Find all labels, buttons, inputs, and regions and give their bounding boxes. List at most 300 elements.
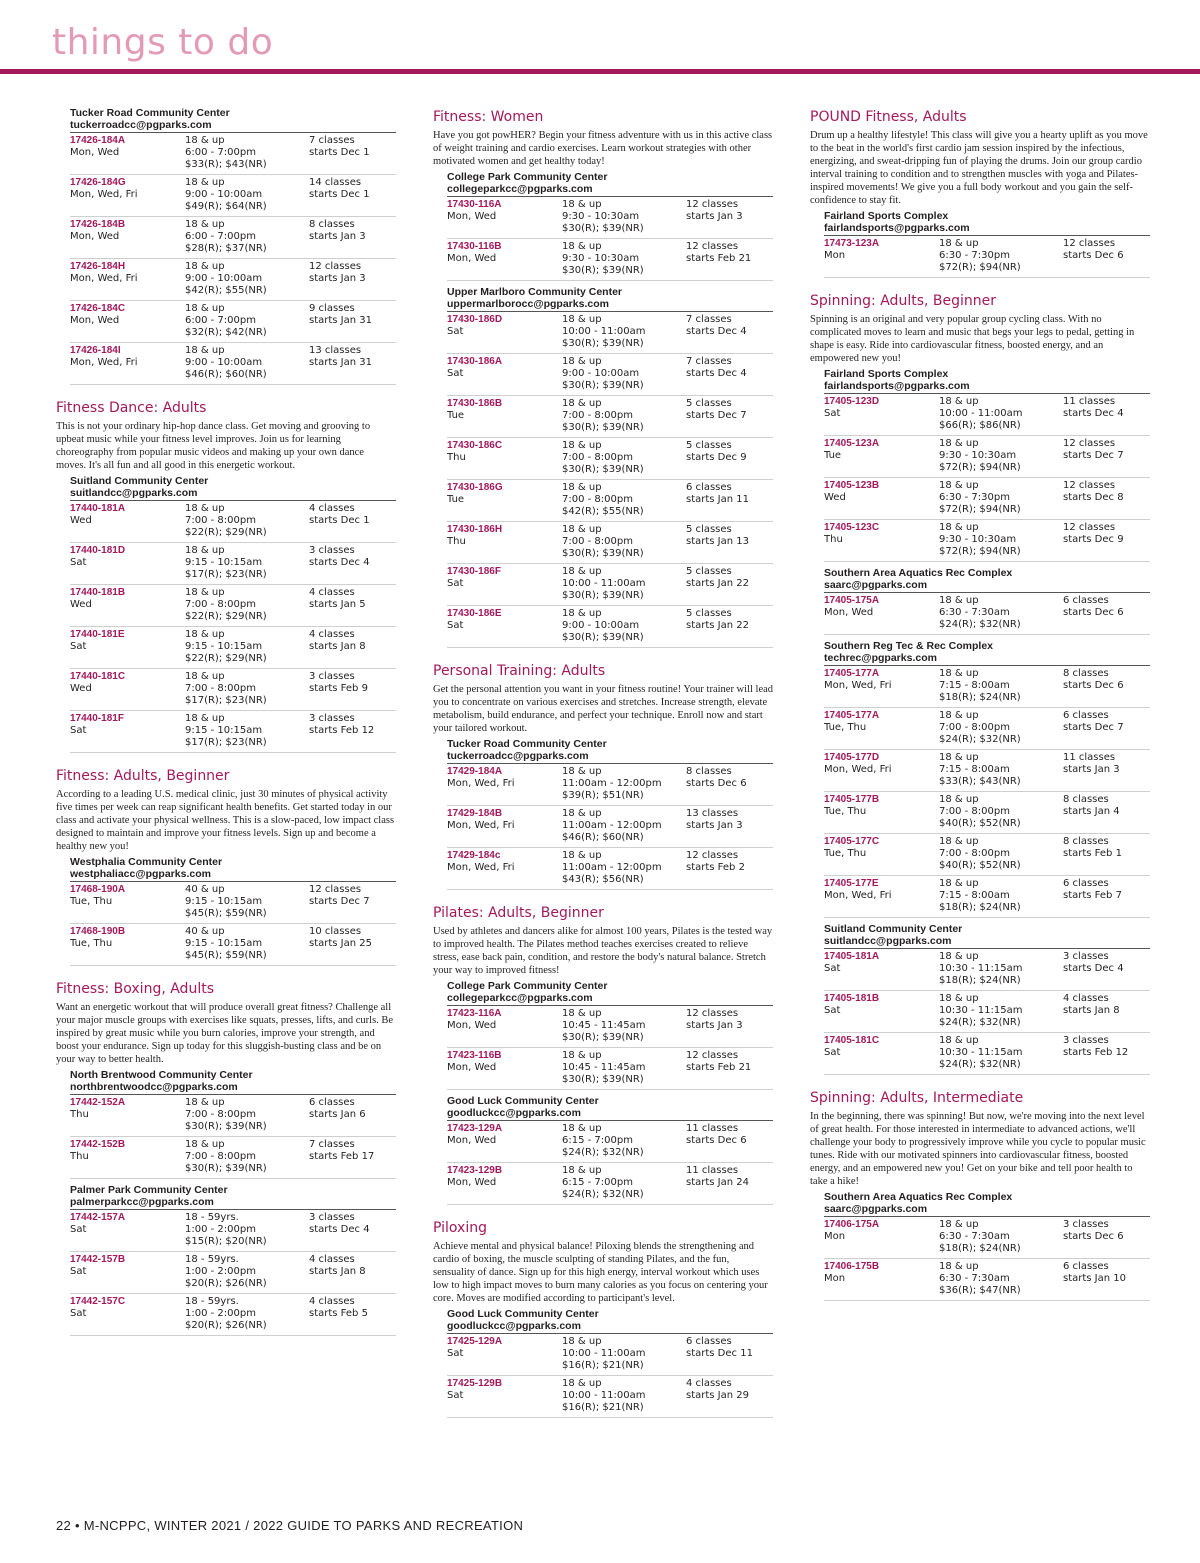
- location-email: saarc@pgparks.com: [824, 580, 1150, 594]
- class-row: [447, 764, 773, 806]
- count-start-cell: [309, 303, 396, 339]
- location-email: collegeparkcc@pgparks.com: [447, 184, 773, 198]
- code-days-cell: [447, 524, 562, 560]
- meeting-days: Tue, Thu: [824, 848, 867, 859]
- class-row: [70, 301, 396, 343]
- location-name: Suitland Community Center: [824, 923, 963, 935]
- course-code: 17405-177E: [824, 878, 879, 889]
- count-start-cell: [1063, 878, 1150, 914]
- class-fee: $30(R); $39(NR): [562, 1032, 644, 1043]
- age-time-fee-cell: [562, 356, 686, 392]
- start-date: starts Jan 11: [686, 494, 749, 505]
- class-row: [447, 522, 773, 564]
- start-date: starts Jan 31: [309, 357, 372, 368]
- code-days-cell: [824, 668, 939, 704]
- class-count: 7 classes: [309, 135, 355, 146]
- class-count: 3 classes: [1063, 1219, 1109, 1230]
- class-row: [824, 991, 1150, 1033]
- class-fee: $24(R); $32(NR): [939, 1017, 1021, 1028]
- start-date: starts Dec 6: [1063, 607, 1124, 618]
- course-code: 17430-186G: [447, 482, 503, 493]
- class-count: 7 classes: [309, 1139, 355, 1150]
- code-days-cell: [70, 884, 185, 920]
- class-count: 4 classes: [309, 1296, 355, 1307]
- age-range: 18 - 59yrs.: [185, 1212, 239, 1223]
- code-days-cell: [70, 545, 185, 581]
- code-days-cell: [70, 671, 185, 707]
- age-range: 18 & up: [185, 1139, 225, 1150]
- course-code: 17430-186A: [447, 356, 503, 367]
- class-count: 12 classes: [686, 1008, 739, 1019]
- start-date: starts Dec 1: [309, 189, 370, 200]
- class-row: [824, 478, 1150, 520]
- class-time: 9:00 - 10:00am: [562, 620, 640, 631]
- code-days-cell: [824, 1261, 939, 1297]
- location-name: Westphalia Community Center: [70, 856, 223, 868]
- age-time-fee-cell: [939, 522, 1063, 558]
- class-row: [824, 520, 1150, 562]
- count-start-cell: [686, 1123, 773, 1159]
- section-description: This is not your ordinary hip-hop dance class. Get moving and grooving to upbeat music while your fitness level improves. Join us for learning choreography from popular music videos and making up your own dance moves. It's all fun and all good in this energetic workout.: [56, 421, 371, 471]
- course-code: 17426-184H: [70, 261, 126, 272]
- start-date: starts Dec 9: [1063, 534, 1124, 545]
- meeting-days: Thu: [447, 536, 466, 547]
- meeting-days: Mon, Wed, Fri: [824, 764, 892, 775]
- class-row: [824, 436, 1150, 478]
- column-2: [433, 108, 773, 1432]
- course-code: 17426-184G: [70, 177, 126, 188]
- age-range: 18 & up: [939, 595, 979, 606]
- age-time-fee-cell: [185, 177, 309, 213]
- class-time: 10:45 - 11:45am: [562, 1020, 646, 1031]
- class-row: [70, 259, 396, 301]
- code-days-cell: [70, 345, 185, 381]
- class-fee: $45(R); $59(NR): [185, 950, 267, 961]
- class-count: 3 classes: [1063, 951, 1109, 962]
- class-count: 12 classes: [309, 261, 362, 272]
- class-time: 6:15 - 7:00pm: [562, 1135, 633, 1146]
- section-description: In the beginning, there was spinning! But now, we're moving into the next level of great health. For those interested in intermediate to advanced actions, we'll challenge your body to progressively improve while you cycle to popular music tunes. Ride with our motivated spinners into cardiovascular fitness, boosted energy, and an empowered new you! Get on your bike and tell poor health to take a hike!: [810, 1111, 1146, 1187]
- class-fee: $17(R); $23(NR): [185, 737, 267, 748]
- count-start-cell: [1063, 438, 1150, 474]
- meeting-days: Mon, Wed: [447, 1177, 497, 1188]
- count-start-cell: [309, 261, 396, 297]
- class-fee: $72(R); $94(NR): [939, 262, 1021, 273]
- class-count: 11 classes: [1063, 752, 1116, 763]
- page-footer: 22 • M-NCPPC, WINTER 2021 / 2022 GUIDE TO PARKS AND RECREATION: [56, 1518, 524, 1533]
- class-fee: $24(R); $32(NR): [939, 619, 1021, 630]
- count-start-cell: [686, 1165, 773, 1201]
- meeting-days: Mon, Wed: [70, 231, 120, 242]
- location-name: College Park Community Center: [447, 980, 608, 992]
- age-range: 40 & up: [185, 926, 225, 937]
- age-range: 18 & up: [185, 345, 225, 356]
- class-count: 7 classes: [686, 314, 732, 325]
- section-title: Fitness: Women: [433, 109, 544, 125]
- age-range: 18 & up: [562, 356, 602, 367]
- class-fee: $17(R); $23(NR): [185, 695, 267, 706]
- code-days-cell: [824, 836, 939, 872]
- start-date: starts Dec 8: [1063, 492, 1124, 503]
- age-range: 18 & up: [562, 440, 602, 451]
- age-range: 18 & up: [939, 752, 979, 763]
- age-range: 18 & up: [562, 1165, 602, 1176]
- meeting-days: Sat: [824, 1047, 841, 1058]
- section-description: Spinning is an original and very popular group cycling class. With no complicated moves to learn and music that begs your legs to pedal, getting in shape is easy. Ride into cardiovascular fitness, boosted energy, and an empowered new you!: [810, 314, 1135, 364]
- start-date: starts Jan 3: [1063, 764, 1120, 775]
- meeting-days: Tue, Thu: [824, 722, 867, 733]
- count-start-cell: [1063, 668, 1150, 704]
- class-time: 10:00 - 11:00am: [562, 1348, 646, 1359]
- class-row: [824, 792, 1150, 834]
- class-count: 8 classes: [1063, 794, 1109, 805]
- class-count: 5 classes: [686, 608, 732, 619]
- location-block: [824, 568, 1150, 635]
- count-start-cell: [1063, 752, 1150, 788]
- class-row: [447, 1048, 773, 1090]
- class-time: 7:15 - 8:00am: [939, 680, 1010, 691]
- section-title: Piloxing: [433, 1220, 487, 1236]
- meeting-days: Wed: [70, 683, 92, 694]
- meeting-days: Mon, Wed, Fri: [70, 189, 138, 200]
- start-date: starts Jan 29: [686, 1390, 749, 1401]
- meeting-days: Mon, Wed, Fri: [824, 680, 892, 691]
- class-fee: $24(R); $32(NR): [562, 1189, 644, 1200]
- start-date: starts Jan 5: [309, 599, 366, 610]
- course-code: 17430-186B: [447, 398, 503, 409]
- code-days-cell: [447, 808, 562, 844]
- meeting-days: Tue, Thu: [70, 896, 113, 907]
- start-date: starts Jan 3: [686, 1020, 743, 1031]
- start-date: starts Dec 7: [686, 410, 747, 421]
- age-time-fee-cell: [562, 199, 686, 235]
- start-date: starts Jan 4: [1063, 806, 1120, 817]
- course-code: 17405-181C: [824, 1035, 880, 1046]
- count-start-cell: [309, 587, 396, 623]
- class-fee: $42(R); $55(NR): [562, 506, 644, 517]
- meeting-days: Mon, Wed: [824, 607, 874, 618]
- code-days-cell: [824, 595, 939, 631]
- age-range: 18 & up: [939, 710, 979, 721]
- course-code: 17429-184B: [447, 808, 503, 819]
- age-range: 18 & up: [562, 241, 602, 252]
- location-email: northbrentwoodcc@pgparks.com: [70, 1082, 396, 1096]
- class-row: [447, 312, 773, 354]
- code-days-cell: [70, 587, 185, 623]
- class-row: [447, 1334, 773, 1376]
- count-start-cell: [686, 566, 773, 602]
- age-time-fee-cell: [562, 1336, 686, 1372]
- location-name: Palmer Park Community Center: [70, 1184, 228, 1196]
- age-range: 18 & up: [562, 766, 602, 777]
- class-time: 9:30 - 10:30am: [562, 211, 640, 222]
- section-description: Achieve mental and physical balance! Piloxing blends the strengthening and cardio of boxing, the muscle sculpting of standing Pilates, and the fun, sensuality of dance. Sign up for this high energy, interval workout which uses low to high impact moves to burn many calories as you focus on centering your core. Moves are modified according to participant's level.: [433, 1241, 768, 1304]
- age-range: 18 & up: [939, 1035, 979, 1046]
- program-section: [56, 108, 396, 385]
- class-fee: $30(R); $39(NR): [562, 590, 644, 601]
- start-date: starts Jan 24: [686, 1177, 749, 1188]
- count-start-cell: [1063, 794, 1150, 830]
- class-time: 7:00 - 8:00pm: [562, 494, 633, 505]
- meeting-days: Mon, Wed, Fri: [70, 357, 138, 368]
- class-row: [447, 806, 773, 848]
- class-count: 3 classes: [309, 713, 355, 724]
- course-code: 17405-177B: [824, 794, 880, 805]
- location-email: westphaliacc@pgparks.com: [70, 869, 396, 883]
- class-time: 9:15 - 10:15am: [185, 896, 263, 907]
- start-date: starts Jan 22: [686, 578, 749, 589]
- code-days-cell: [447, 440, 562, 476]
- age-range: 18 & up: [562, 1123, 602, 1134]
- count-start-cell: [309, 545, 396, 581]
- course-code: 17423-129A: [447, 1123, 503, 1134]
- age-time-fee-cell: [939, 794, 1063, 830]
- meeting-days: Sat: [824, 408, 841, 419]
- class-row: [70, 1137, 396, 1179]
- page-title: things to do: [52, 22, 274, 63]
- start-date: starts Jan 3: [686, 211, 743, 222]
- age-range: 18 & up: [185, 135, 225, 146]
- count-start-cell: [1063, 1035, 1150, 1071]
- age-time-fee-cell: [562, 808, 686, 844]
- class-time: 9:15 - 10:15am: [185, 557, 263, 568]
- meeting-days: Sat: [70, 641, 87, 652]
- start-date: starts Dec 4: [1063, 963, 1124, 974]
- age-time-fee-cell: [185, 261, 309, 297]
- code-days-cell: [447, 241, 562, 277]
- class-row: [824, 750, 1150, 792]
- class-count: 8 classes: [1063, 836, 1109, 847]
- course-code: 17425-129A: [447, 1336, 503, 1347]
- age-range: 18 & up: [562, 808, 602, 819]
- class-count: 6 classes: [1063, 710, 1109, 721]
- meeting-days: Sat: [70, 1266, 87, 1277]
- section-title: Fitness: Adults, Beginner: [56, 768, 230, 784]
- class-count: 12 classes: [686, 1050, 739, 1061]
- count-start-cell: [686, 398, 773, 434]
- column-1: [56, 108, 396, 1350]
- age-range: 18 & up: [562, 482, 602, 493]
- age-time-fee-cell: [185, 1139, 309, 1175]
- class-time: 10:45 - 11:45am: [562, 1062, 646, 1073]
- code-days-cell: [447, 1336, 562, 1372]
- start-date: starts Dec 4: [1063, 408, 1124, 419]
- location-block: [70, 1185, 396, 1336]
- class-count: 4 classes: [1063, 993, 1109, 1004]
- class-row: [447, 197, 773, 239]
- class-count: 3 classes: [309, 1212, 355, 1223]
- course-code: 17442-157A: [70, 1212, 126, 1223]
- class-time: 6:30 - 7:30am: [939, 1231, 1010, 1242]
- start-date: starts Dec 1: [309, 147, 370, 158]
- code-days-cell: [447, 1050, 562, 1086]
- class-row: [447, 239, 773, 281]
- location-name: Fairland Sports Complex: [824, 210, 949, 222]
- class-row: [447, 848, 773, 890]
- course-code: 17429-184A: [447, 766, 503, 777]
- course-code: 17430-186C: [447, 440, 503, 451]
- class-fee: $16(R); $21(NR): [562, 1360, 644, 1371]
- class-time: 10:30 - 11:15am: [939, 1005, 1023, 1016]
- count-start-cell: [309, 713, 396, 749]
- count-start-cell: [686, 199, 773, 235]
- count-start-cell: [1063, 710, 1150, 746]
- code-days-cell: [70, 503, 185, 539]
- class-row: [70, 711, 396, 753]
- program-section: [56, 399, 396, 753]
- class-row: [70, 133, 396, 175]
- class-time: 10:00 - 11:00am: [562, 578, 646, 589]
- class-row: [70, 1095, 396, 1137]
- course-code: 17442-157B: [70, 1254, 126, 1265]
- age-range: 18 & up: [939, 522, 979, 533]
- meeting-days: Sat: [447, 578, 464, 589]
- code-days-cell: [70, 177, 185, 213]
- class-time: 10:00 - 11:00am: [562, 326, 646, 337]
- age-time-fee-cell: [185, 545, 309, 581]
- code-days-cell: [70, 1097, 185, 1133]
- count-start-cell: [1063, 993, 1150, 1029]
- class-time: 6:30 - 7:30am: [939, 1273, 1010, 1284]
- section-title: Fitness Dance: Adults: [56, 400, 207, 416]
- class-fee: $72(R); $94(NR): [939, 546, 1021, 557]
- meeting-days: Mon, Wed: [70, 315, 120, 326]
- course-code: 17405-177A: [824, 668, 880, 679]
- program-section: [56, 980, 396, 1336]
- class-count: 5 classes: [686, 398, 732, 409]
- class-count: 14 classes: [309, 177, 362, 188]
- age-time-fee-cell: [185, 1296, 309, 1332]
- class-row: [447, 354, 773, 396]
- class-count: 12 classes: [686, 241, 739, 252]
- age-time-fee-cell: [185, 1212, 309, 1248]
- class-row: [824, 236, 1150, 278]
- age-range: 18 & up: [939, 836, 979, 847]
- age-range: 18 & up: [939, 238, 979, 249]
- count-start-cell: [1063, 1219, 1150, 1255]
- start-date: starts Dec 11: [686, 1348, 753, 1359]
- count-start-cell: [1063, 480, 1150, 516]
- code-days-cell: [447, 356, 562, 392]
- class-count: 6 classes: [309, 1097, 355, 1108]
- age-range: 18 & up: [939, 480, 979, 491]
- class-count: 8 classes: [309, 219, 355, 230]
- class-fee: $17(R); $23(NR): [185, 569, 267, 580]
- class-row: [824, 1259, 1150, 1301]
- class-time: 9:30 - 10:30am: [939, 534, 1017, 545]
- location-block: [824, 641, 1150, 918]
- class-fee: $43(R); $56(NR): [562, 874, 644, 885]
- course-code: 17440-181C: [70, 671, 126, 682]
- section-title: Personal Training: Adults: [433, 663, 606, 679]
- count-start-cell: [309, 177, 396, 213]
- class-row: [447, 1121, 773, 1163]
- age-range: 18 - 59yrs.: [185, 1254, 239, 1265]
- start-date: starts Feb 12: [1063, 1047, 1129, 1058]
- start-date: starts Jan 3: [309, 273, 366, 284]
- class-count: 12 classes: [1063, 238, 1116, 249]
- age-time-fee-cell: [562, 1165, 686, 1201]
- age-range: 18 & up: [562, 524, 602, 535]
- class-row: [824, 593, 1150, 635]
- section-description: Used by athletes and dancers alike for almost 100 years, Pilates is the tested way to improved health. The Pilates method teaches exercises created to relieve stress, ease back pain, condition, and restore the body's natural balance. Stretch your way to improved fitness!: [433, 926, 773, 976]
- count-start-cell: [686, 808, 773, 844]
- class-time: 7:00 - 8:00pm: [185, 1151, 256, 1162]
- section-description: Have you got powHER? Begin your fitness adventure with us in this active class of weight training and cardio exercises. Learn workout strategies with other motivated women and get healthy today!: [433, 130, 773, 167]
- class-count: 12 classes: [1063, 522, 1116, 533]
- class-fee: $49(R); $64(NR): [185, 201, 267, 212]
- start-date: starts Dec 4: [309, 557, 370, 568]
- location-email: goodluckcc@pgparks.com: [447, 1108, 773, 1122]
- class-time: 7:00 - 8:00pm: [185, 599, 256, 610]
- class-count: 12 classes: [686, 199, 739, 210]
- code-days-cell: [824, 480, 939, 516]
- age-time-fee-cell: [939, 238, 1063, 274]
- class-time: 9:15 - 10:15am: [185, 725, 263, 736]
- age-range: 18 & up: [185, 303, 225, 314]
- start-date: starts Dec 6: [1063, 1231, 1124, 1242]
- course-code: 17405-123D: [824, 396, 880, 407]
- code-days-cell: [447, 1123, 562, 1159]
- class-fee: $30(R); $39(NR): [562, 380, 644, 391]
- code-days-cell: [70, 926, 185, 962]
- start-date: starts Jan 3: [309, 231, 366, 242]
- code-days-cell: [70, 1296, 185, 1332]
- class-time: 10:30 - 11:15am: [939, 1047, 1023, 1058]
- code-days-cell: [447, 608, 562, 644]
- meeting-days: Mon: [824, 250, 846, 261]
- class-time: 7:00 - 8:00pm: [562, 410, 633, 421]
- location-name: Good Luck Community Center: [447, 1308, 599, 1320]
- start-date: starts Dec 6: [1063, 680, 1124, 691]
- count-start-cell: [1063, 1261, 1150, 1297]
- meeting-days: Mon, Wed: [70, 147, 120, 158]
- age-range: 18 & up: [185, 1097, 225, 1108]
- class-count: 12 classes: [686, 850, 739, 861]
- class-row: [824, 949, 1150, 991]
- code-days-cell: [824, 794, 939, 830]
- age-time-fee-cell: [562, 482, 686, 518]
- course-code: 17405-175A: [824, 595, 880, 606]
- start-date: starts Feb 9: [309, 683, 368, 694]
- class-fee: $30(R); $39(NR): [562, 265, 644, 276]
- meeting-days: Mon, Wed: [447, 1020, 497, 1031]
- count-start-cell: [686, 850, 773, 886]
- count-start-cell: [1063, 836, 1150, 872]
- start-date: starts Feb 2: [686, 862, 745, 873]
- start-date: starts Jan 13: [686, 536, 749, 547]
- section-title: Pilates: Adults, Beginner: [433, 905, 604, 921]
- location-name: Southern Reg Tec & Rec Complex: [824, 640, 994, 652]
- code-days-cell: [70, 1139, 185, 1175]
- location-block: [824, 369, 1150, 562]
- class-row: [70, 175, 396, 217]
- location-email: palmerparkcc@pgparks.com: [70, 1197, 396, 1211]
- class-row: [447, 1163, 773, 1205]
- class-time: 7:00 - 8:00pm: [939, 848, 1010, 859]
- class-time: 9:00 - 10:00am: [185, 273, 263, 284]
- class-row: [824, 708, 1150, 750]
- age-time-fee-cell: [562, 850, 686, 886]
- code-days-cell: [70, 261, 185, 297]
- class-fee: $30(R); $39(NR): [562, 464, 644, 475]
- code-days-cell: [824, 522, 939, 558]
- count-start-cell: [1063, 595, 1150, 631]
- meeting-days: Sat: [70, 1224, 87, 1235]
- age-range: 18 & up: [939, 438, 979, 449]
- count-start-cell: [309, 1212, 396, 1248]
- meeting-days: Sat: [447, 368, 464, 379]
